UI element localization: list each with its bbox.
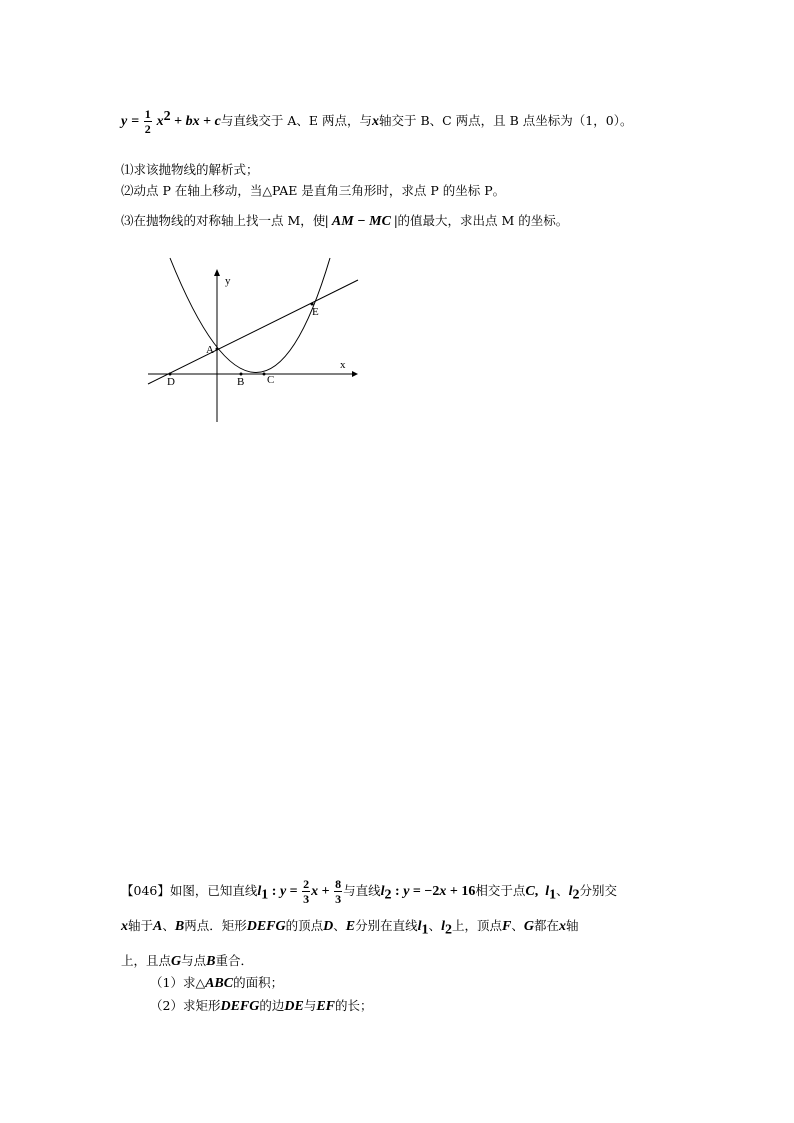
point-C bbox=[263, 373, 266, 376]
x-axis-arrow bbox=[352, 371, 358, 377]
straight-line-DE bbox=[148, 280, 358, 384]
parabola-curve bbox=[170, 258, 330, 373]
label-C: C bbox=[267, 374, 275, 386]
problem1-question1: ⑴求该抛物线的解析式； bbox=[121, 162, 259, 177]
label-B: B bbox=[237, 376, 245, 388]
point-A bbox=[216, 348, 219, 351]
fraction-one-half: $\frac{1}{2}$ bbox=[144, 107, 151, 136]
label-A: A bbox=[206, 344, 214, 356]
problem-tag: 【046】 bbox=[121, 883, 170, 898]
problem1-line1-text: 与直线交于 A、E 两点，与 bbox=[220, 113, 372, 128]
abs-expression: | AM − MC | bbox=[325, 214, 398, 229]
label-E: E bbox=[312, 306, 319, 318]
x-variable: x bbox=[371, 114, 379, 129]
parabola-figure bbox=[140, 250, 380, 430]
problem1-question2: ⑵动点 P 在轴上移动，当△PAE 是直角三角形时，求点 P 的坐标 P。 bbox=[121, 183, 506, 198]
problem1-question3: ⑶在抛物线的对称轴上找一点 M，使| AM − MC |的值最大，求出点 M 的坐标。 bbox=[121, 213, 569, 229]
problem2-question1: （1）求△ABC的面积； bbox=[150, 975, 284, 991]
y-axis-arrow bbox=[214, 269, 220, 276]
label-x: x bbox=[340, 359, 346, 371]
problem2-line2: x轴于A、B两点．矩形DEFG的顶点D、E分别在直线$l_1$、$l_2$上，顶点F、G都在x轴 bbox=[121, 918, 579, 938]
problem1-line1: y = $\frac{1}{2}$ $x^2$ + bx + c与直线交于 A、E 两点，与x轴交于 B、C 两点，且 B 点坐标为（1，0）。 bbox=[121, 107, 633, 136]
problem2-line1: 【046】如图，已知直线$l_1$ : y = $\frac{2}{3}$ x + $\frac{8}{3}$ 与直线$l_2$ : y = −2x + 16相交于点C, $l_1$、$l_2$分别交 bbox=[121, 877, 618, 906]
label-y: y bbox=[225, 275, 231, 287]
problem2-question2: （2）求矩形DEFG的边DE与EF的长； bbox=[150, 998, 373, 1014]
equation-parabola: y bbox=[121, 114, 128, 129]
problem1-line1-text2: 轴交于 B、C 两点，且 B 点坐标为（1，0）。 bbox=[378, 113, 633, 128]
problem2-line3: 上，且点G与点B重合． bbox=[121, 953, 254, 969]
label-D: D bbox=[167, 376, 175, 388]
